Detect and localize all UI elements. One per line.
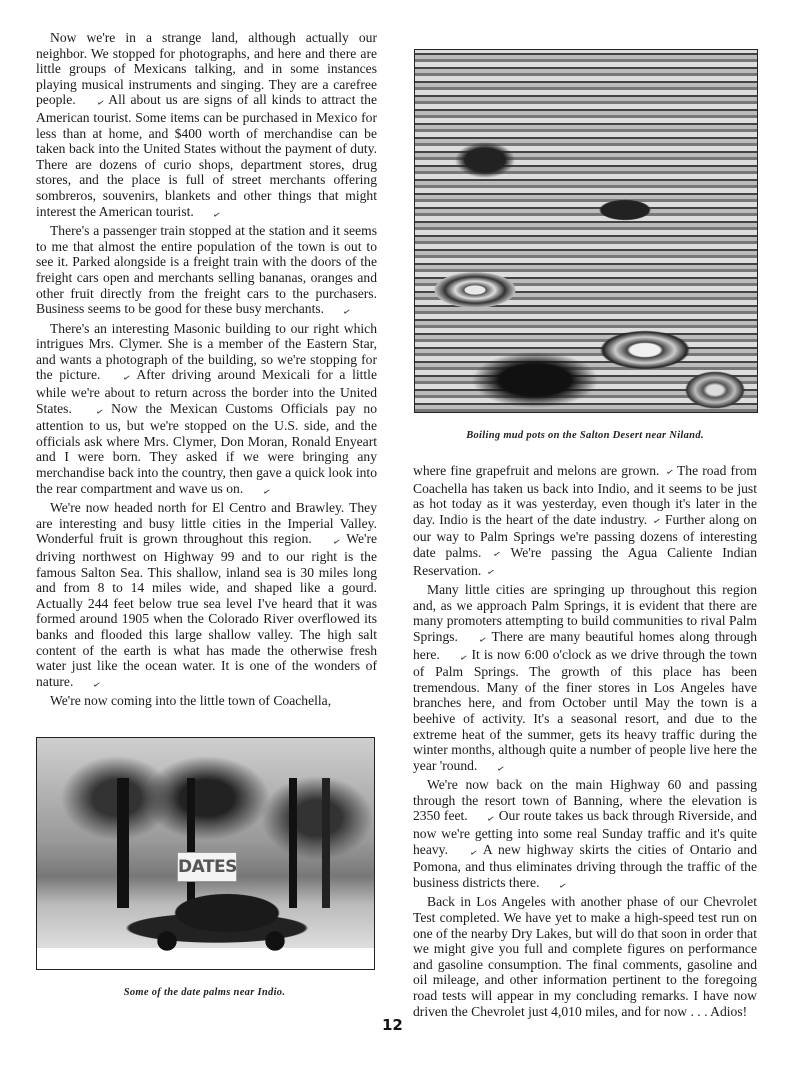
check-mark-icon: ✓ <box>468 846 479 859</box>
check-mark-icon: ✓ <box>557 879 568 892</box>
mud-pots-photo <box>414 49 758 413</box>
paragraph: Now we're in a strange land, although actually our neighbor. We stopped for photographs, and here and there are little groups of Mexicans talking, and in some instances playing musical instruments and singing. They are a carefree people. ✓ All about us are signs of all kinds to attract the American tourist. Some items can be purchased in Mexico for less than at home, and $400 worth of merchandise can be taken back into the United States without the payment of duty. There are dozens of curio shops, department stores, drug stores, and the place is full of street merchants offering sombreros, souvenirs, blankets and other things that might interest the American tourist. ✓ <box>36 30 377 221</box>
paragraph: We're now coming into the little town of Coachella, <box>50 693 332 709</box>
left-column <box>36 30 377 711</box>
paragraph: Back in Los Angeles with another phase of our Chevrolet Test completed. We have yet to make a high-speed test run on one of the nearby Dry Lakes, but will do that soon in order that we might give you full and complete figures on performance and gasoline consumption. The final comments, gasoline and oil mileage, and other information pertinent to the foregoing road tests will appear in my concluding remarks. I have now driven the Chevrolet just 4,010 miles, and for now . . . Adios! <box>413 894 757 1019</box>
check-mark-icon: ✓ <box>495 762 506 775</box>
figure-caption: Boiling mud pots on the Salton Desert near Niland. <box>466 430 704 441</box>
check-mark-icon: ✓ <box>332 536 343 549</box>
figure-caption: Some of the date palms near Indio. <box>123 987 286 998</box>
check-mark-icon: ✓ <box>94 405 105 418</box>
check-mark-icon: ✓ <box>485 565 496 578</box>
check-mark-icon: ✓ <box>486 813 497 826</box>
paragraph: Many little cities are springing up throughout this region and, as we approach Palm Springs, it is evident that there are many promoters attempting to build communities to rival Palm Springs. ✓ There are many beautiful homes along through here. ✓ It is now 6:00 o'clock as we drive through the town of Palm Springs. The growth of this place has been tremendous. Many of the finer stores in Los Angeles have branches here, and from October until May the town is a beehive of activity. It's a seasonal resort, and due to the extreme heat of the summer, gets its heavy traffic during the winter months, although quite a number of people live here the year 'round. ✓ <box>413 582 757 775</box>
check-mark-icon: ✓ <box>121 372 132 385</box>
date-palms-photo <box>36 737 375 970</box>
paragraph: We're now back on the main Highway 60 and passing through the resort town of Banning, where the elevation is 2350 feet. ✓ Our route takes us back through Riverside, and now we're getting into some real Sunday traffic and it's quite heavy. ✓ A new highway skirts the cities of Ontario and Pomona, and thus eliminates driving through the traffic of the business districts there. ✓ <box>413 777 757 892</box>
right-column <box>413 463 757 1021</box>
dates-sign: DATES <box>177 852 237 882</box>
check-mark-icon: ✓ <box>342 306 353 318</box>
check-mark-icon: ✓ <box>95 97 106 110</box>
paragraph: There's a passenger train stopped at the station and it seems to me that almost the entire population of the town is out to see it. Parked alongside is a freight train with the doors of the freight cars open and merchants selling bananas, oranges and other fruit directly from the freight cars to the purchasers. Business seems to be good for these busy merchants. ✓ <box>36 223 377 319</box>
check-mark-icon: ✓ <box>458 651 469 664</box>
check-mark-icon: ✓ <box>652 515 663 527</box>
paragraph: We're now headed north for El Centro and Brawley. They are interesting and busy little cities in the Imperial Valley. Wonderful fruit is grown throughout this region. ✓ We're driving northwest on Highway 99 and to our right is the famous Salton Sea. This shallow, inland sea is 30 miles long and from 8 to 14 miles wide, and shaped like a gourd. Actually 244 feet below true sea level I've heard that it was formed around 1905 when the Colorado River overflowed its banks and flooded this large shallow valley. The high salt content of the earth is what has made the otherwise fresh water just like the ocean water. It is one of the wonders of nature. ✓ <box>36 500 377 691</box>
check-mark-icon: ✓ <box>212 208 222 221</box>
paragraph: There's an interesting Masonic building to our right which intrigues Mrs. Clymer. She is a member of the Eastern Star, and wants a photograph of the building, so we're stopping for the picture. ✓ After driving around Mexicali for a little while we're about to return across the border into the United States. ✓ Now the Mexican Customs Officials pay no attention to us, but we're stopped on the U.S. side, and the officials ask where Mrs. Clymer, Don Moran, Ronald Enyeart and I were born. They asked if we were bringing any merchandise back into the country, then gave a quick look into the rear compartment and wave us on. ✓ <box>36 321 377 499</box>
check-mark-icon: ✓ <box>261 485 272 498</box>
check-mark-icon: ✓ <box>477 633 488 646</box>
page-number: 12 <box>382 1016 403 1034</box>
paragraph: where fine grapefruit and melons are grown. ✓ The road from Coachella has taken us back into Indio, and it seems to be just as hot today as it was yesterday, even though it's later in the day. Indio is the heart of the date industry. ✓ Further along on our way to Palm Springs we're passing dozens of interesting date palms. ✓ We're passing the Agua Caliente Indian Reservation. ✓ <box>413 463 757 580</box>
check-mark-icon: ✓ <box>492 548 503 560</box>
check-mark-icon: ✓ <box>91 678 102 691</box>
check-mark-icon: ✓ <box>664 466 675 478</box>
